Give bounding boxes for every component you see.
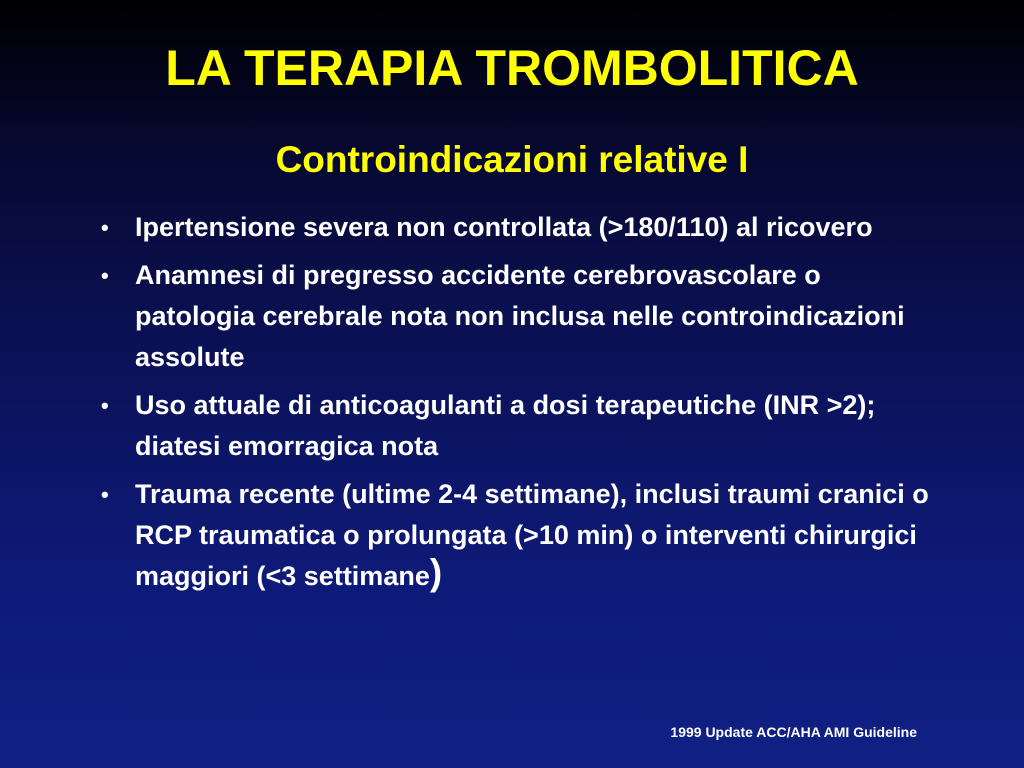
- bullet-text: Uso attuale di anticoagulanti a dosi terapeutiche (INR >2); diatesi emorragica nota: [135, 390, 876, 461]
- bullet-list: [95, 207, 935, 604]
- bullet-item: [95, 255, 935, 378]
- bullet-closing-paren: ): [429, 552, 443, 593]
- bullet-item: [95, 474, 935, 597]
- bullet-item: [95, 207, 935, 248]
- source-footnote: 1999 Update ACC/AHA AMI Guideline: [670, 724, 917, 740]
- bullet-text-main: Trauma recente (ultime 2-4 settimane), inclusi traumi cranici o RCP traumatica o prolungata (>10 min) o interventi chirurgici maggiori (<3 settimane: [135, 479, 929, 591]
- bullet-icon: •: [101, 393, 109, 418]
- slide-subtitle: Controindicazioni relative I: [275, 139, 749, 180]
- bullet-text: [135, 474, 935, 597]
- bullet-text: Anamnesi di pregresso accidente cerebrovascolare o patologia cerebrale nota non inclusa nelle controindicazioni assolute: [135, 260, 905, 372]
- bullet-item: [95, 385, 935, 467]
- bullet-icon: •: [101, 263, 109, 288]
- bullet-icon: •: [101, 482, 109, 507]
- slide-title: LA TERAPIA TROMBOLITICA: [165, 40, 859, 96]
- bullet-text: Ipertensione severa non controllata (>180/110) al ricovero: [135, 212, 873, 242]
- bullet-icon: •: [101, 215, 109, 240]
